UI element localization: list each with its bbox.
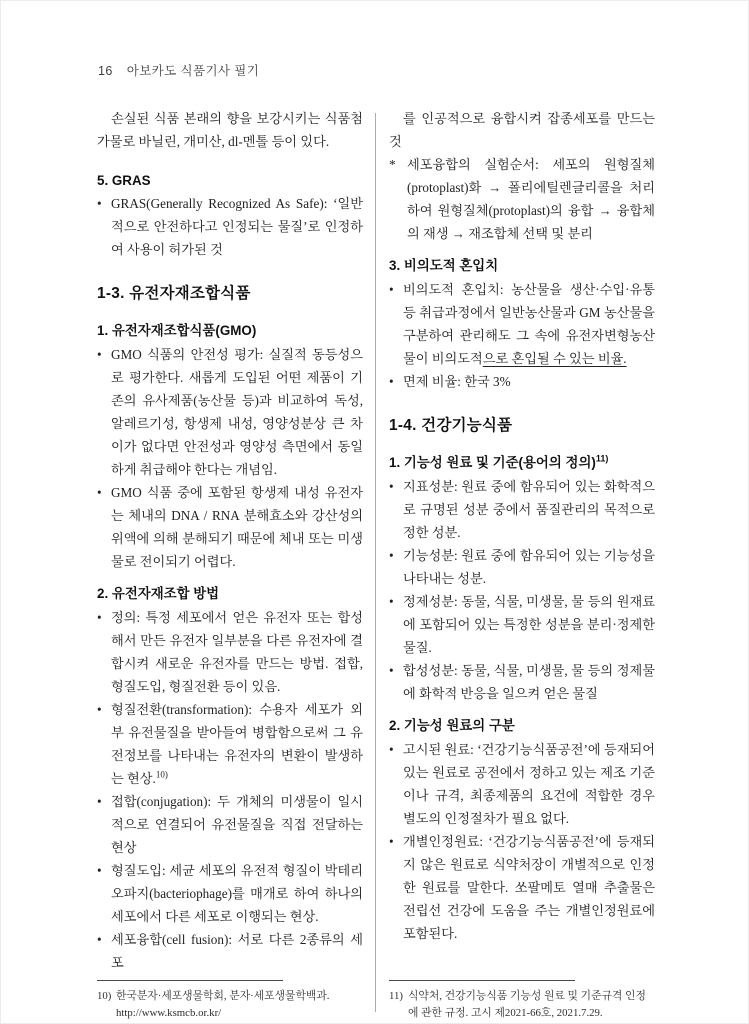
section-heading-1-3: 1-3. 유전자재조합식품 <box>97 285 251 302</box>
list-item-text: 정의: 특정 세포에서 얻은 유전자 또는 합성해서 만든 유전자 일부분을 다른 유전자에 결합시켜 새로운 유전자를 만드는 방법. 접합, 형질도입, 형질전환 등이 있음. <box>111 610 363 694</box>
bullet-icon: • <box>97 932 102 947</box>
bullet-icon: • <box>389 548 394 563</box>
list-item <box>389 278 655 370</box>
footnote-10 <box>97 974 363 1022</box>
list-item-text: 개별인정원료: ‘건강기능식품공전’에 등재되지 않은 원료로 식약처장이 개별적으로 인정한 원료를 말한다. 쏘팔메토 열매 추출물은 전립선 건강에 도움을 주는 개별인정원료에 포함된다. <box>403 834 655 941</box>
footnote-entry <box>389 988 655 1022</box>
list-item <box>389 475 655 544</box>
section-heading-1-4: 1-4. 건강기능식품 <box>389 417 513 434</box>
footnote-ref-10: 10) <box>155 769 168 780</box>
list-item-text: 합성성분: 동물, 식물, 미생물, 물 등의 정제물에 화학적 반응을 일으켜 얻은 물질 <box>403 663 655 701</box>
footnote-divider <box>389 980 575 981</box>
bullet-icon: • <box>389 742 394 757</box>
list-item <box>389 659 655 705</box>
bullet-icon: • <box>389 594 394 609</box>
paragraph-continuation-right: 를 인공적으로 융합시켜 잡종세포를 만드는 것 <box>389 111 655 149</box>
footnote-text: 한국분자·세포생물학회, 분자·세포생물학백과. <box>116 990 330 1002</box>
list-item <box>97 481 363 573</box>
bullet-icon: • <box>389 663 394 678</box>
subheading-unintentional-mixing: 3. 비의도적 혼입치 <box>389 258 499 273</box>
list-item <box>389 544 655 590</box>
list-item <box>389 370 655 393</box>
bullet-icon: • <box>389 374 394 389</box>
list-item <box>97 859 363 928</box>
running-header <box>98 61 259 79</box>
footnote-text: 식약처, 건강기능식품 기능성 원료 및 기준규격 인정에 관한 규정. 고시 제2021-66호, 2021.7.29. <box>408 990 646 1019</box>
column-divider <box>375 113 376 1012</box>
subheading-functional-ingredients <box>389 452 655 471</box>
bullet-icon: • <box>97 196 102 211</box>
subheading-gmo: 1. 유전자재조합식품(GMO) <box>97 323 257 338</box>
page-title: 아보카도 식품기사 필기 <box>126 64 260 78</box>
list-item <box>97 790 363 859</box>
left-column <box>97 107 363 1022</box>
list-item-text: 정제성분: 동물, 식물, 미생물, 물 등의 원재료에 포함되어 있는 특정한 성분을 분리·정제한 물질. <box>403 594 655 655</box>
list-item <box>97 928 363 974</box>
right-column <box>389 107 655 1022</box>
list-item-text: 고시된 원료: ‘건강기능식품공전’에 등재되어 있는 원료로 공전에서 정하고 있는 제조 기준이나 규격, 최종제품의 요건에 적합한 경우 별도의 인정절차가 필요 없다. <box>403 742 655 826</box>
list-item-text: GMO 식품의 안전성 평가: 실질적 동등성으로 평가한다. 새롭게 도입된 어떤 제품이 기존의 유사제품(농산물 등)과 비교하여 독성, 알레르기성, 항생제 내성, 영양성분상 큰 차이가 없다면 안전성과 영양성 측면에서 동일하게 취급해야 한다는 개념임. <box>111 347 363 477</box>
bullet-icon: • <box>97 485 102 500</box>
list-item-text: 지표성분: 원료 중에 함유되어 있는 화학적으로 규명된 성분 중에서 품질관리의 목적으로 정한 성분. <box>403 479 655 540</box>
footnote-entry <box>97 988 363 1005</box>
bullet-icon: • <box>97 702 102 717</box>
list-item-text: 기능성분: 원료 중에 함유되어 있는 기능성을 나타내는 성분. <box>403 548 655 586</box>
page-number: 16 <box>98 64 113 78</box>
bullet-icon: • <box>97 863 102 878</box>
list-item <box>97 343 363 481</box>
heading-gras: 5. GRAS <box>97 173 151 188</box>
paragraph-continuation-left: 손실된 식품 본래의 향을 보강시키는 식품첨가물로 바닐린, 개미산, dl-멘톨 등이 있다. <box>97 111 363 149</box>
list-item-text: 비의도적 혼입치: 농산물을 생산·수입·유통 등 취급과정에서 일반농산물과 GM 농산물을 구분하여 관리해도 그 속에 유전자변형농산물이 비의도적 <box>403 282 655 366</box>
list-item-text: GRAS(Generally Recognized As Safe): ‘일반적으로 안전하다고 인정되는 물질’로 인정하여 사용이 허가된 것 <box>111 196 363 257</box>
list-item <box>97 606 363 698</box>
footnote-11 <box>389 974 655 1022</box>
list-item-text: 형질도입: 세균 세포의 유전적 형질이 박테리오파지(bacteriophage)를 매개로 하여 하나의 세포에서 다른 세포로 이행되는 현상. <box>111 863 363 924</box>
footnote-ref-11: 11) <box>595 453 609 464</box>
list-item-text: 면제 비율: 한국 3% <box>403 374 511 389</box>
asterisk-icon: * <box>389 157 396 172</box>
list-item-text: 접합(conjugation): 두 개체의 미생물이 일시적으로 연결되어 유전물질을 직접 전달하는 현상 <box>111 794 363 855</box>
bullet-icon: • <box>389 834 394 849</box>
footnote-url: http://www.ksmcb.or.kr/ <box>116 1007 222 1019</box>
list-item <box>97 698 363 790</box>
footnote-divider <box>97 980 283 981</box>
bullet-icon: • <box>97 794 102 809</box>
footnote-label: 11) <box>389 990 403 1002</box>
footnote-label: 10) <box>97 990 112 1002</box>
list-item <box>97 192 363 261</box>
bullet-icon: • <box>389 282 394 297</box>
bullet-icon: • <box>389 479 394 494</box>
note-item <box>389 153 655 245</box>
underlined-text: 으로 혼입될 수 있는 비율. <box>482 351 627 366</box>
list-item-text: 세포융합(cell fusion): 서로 다른 2종류의 세포 <box>111 932 363 970</box>
subheading-recombination-methods: 2. 유전자재조합 방법 <box>97 586 220 601</box>
list-item-text: GMO 식품 중에 포함된 항생제 내성 유전자는 체내의 DNA / RNA 분해효소와 강산성의 위액에 의해 분해되기 때문에 체내 또는 미생물로 전이되기 어렵다. <box>111 485 363 569</box>
note-item-text: 세포융합의 실험순서: 세포의 원형질체(protoplast)화 → 폴리에틸렌글리콜을 처리하여 원형질체(protoplast)의 융합 → 융합체의 재생 → 재조합체 선택 및 분리 <box>407 157 655 241</box>
list-item <box>389 738 655 830</box>
subheading-ingredient-classification: 2. 기능성 원료의 구분 <box>389 718 515 733</box>
two-column-layout <box>97 107 655 1022</box>
list-item <box>389 830 655 945</box>
bullet-icon: • <box>97 347 102 362</box>
bullet-icon: • <box>97 610 102 625</box>
list-item-text: 형질전환(transformation): 수용자 세포가 외부 유전물질을 받아들여 병합함으로써 그 유전정보를 나타내는 유전자의 변환이 발생하는 현상. <box>111 702 363 786</box>
list-item <box>389 590 655 659</box>
subheading-text: 1. 기능성 원료 및 기준(용어의 정의) <box>389 455 596 470</box>
